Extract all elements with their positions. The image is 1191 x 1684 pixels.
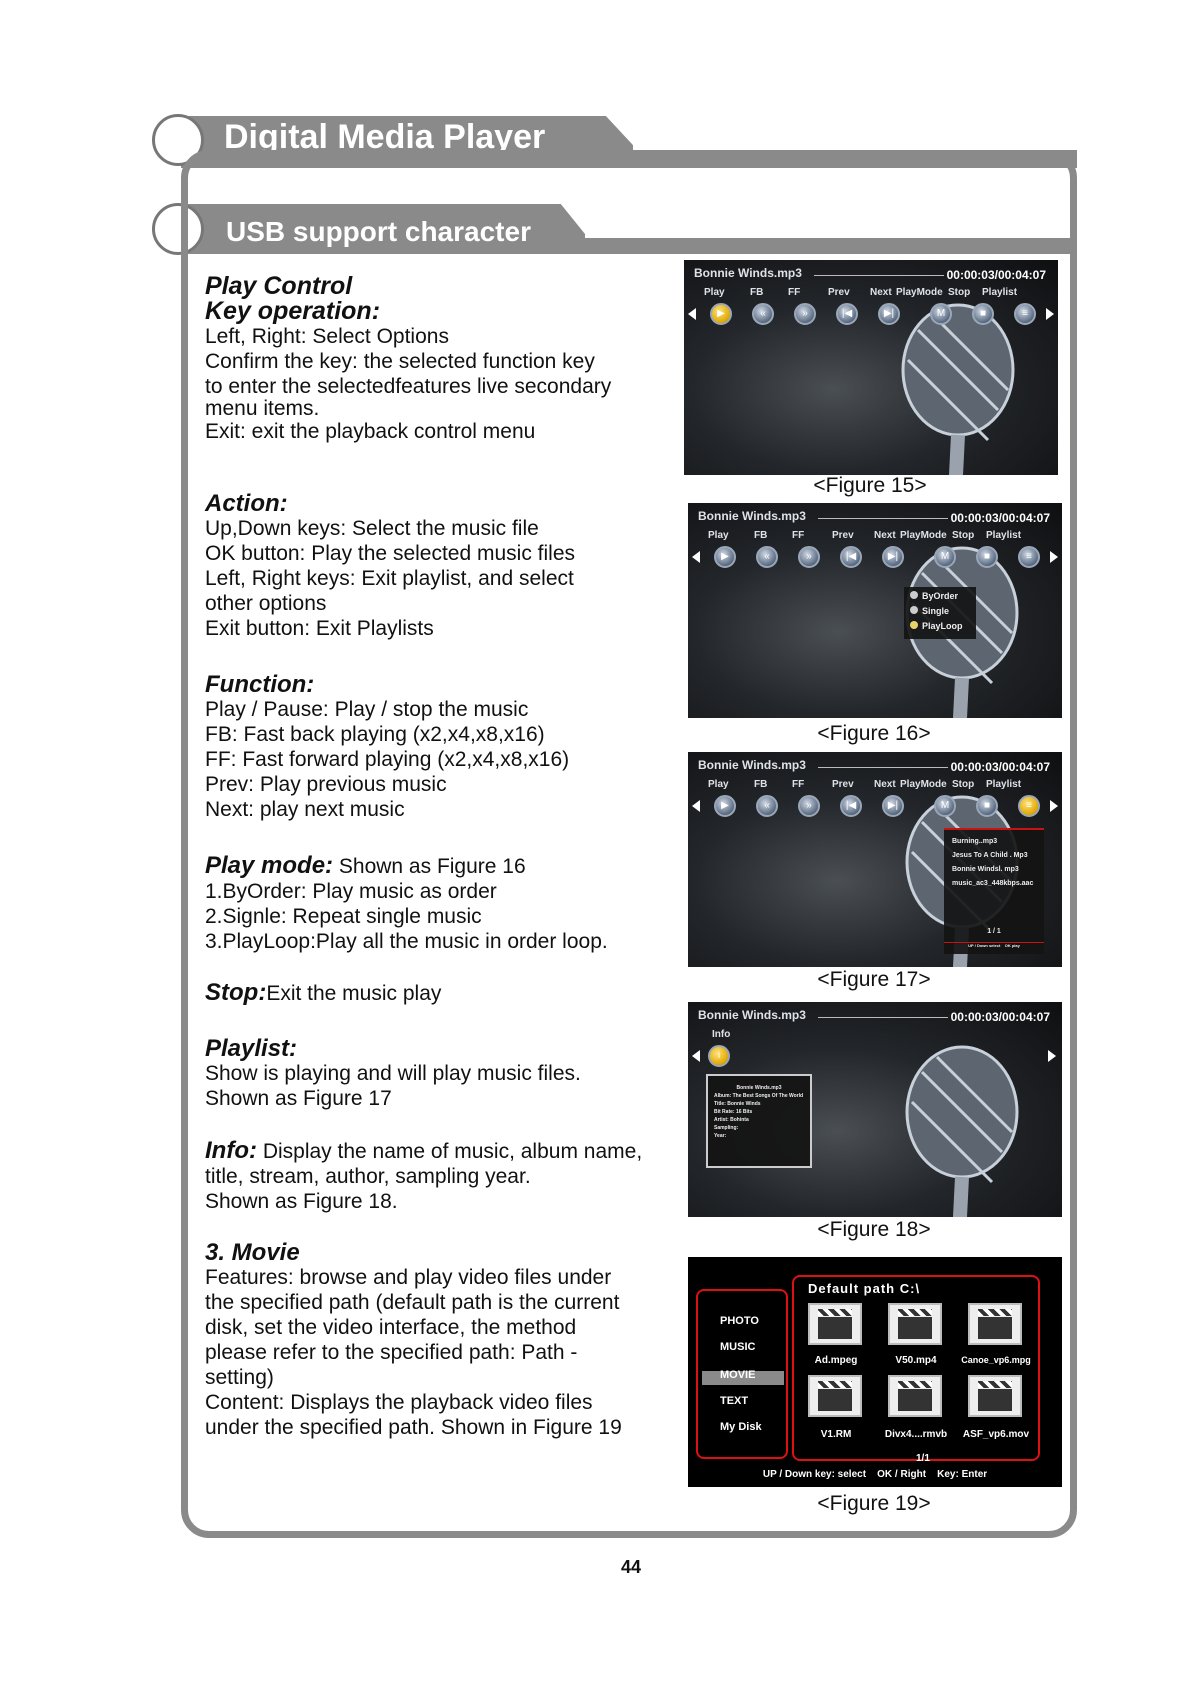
control-label: FF <box>792 779 805 790</box>
figure-19-screen <box>688 1257 1062 1487</box>
nav-photo[interactable]: PHOTO <box>720 1315 759 1327</box>
playlist-item[interactable]: Burning..mp3 <box>952 838 998 845</box>
progress-line <box>818 518 948 519</box>
info-line: Artist: Bohinta <box>714 1117 749 1123</box>
next-icon[interactable]: ▶| <box>882 795 904 817</box>
right-arrow-icon[interactable] <box>1050 800 1058 812</box>
text-line: Show is playing and will play music files. <box>205 1062 581 1085</box>
play-mode-icon[interactable]: M <box>934 546 956 568</box>
control-label: FB <box>754 779 768 790</box>
file-name: Divx4....rmvb <box>884 1429 948 1440</box>
nav-music[interactable]: MUSIC <box>720 1341 756 1353</box>
info-line: Year: <box>714 1133 727 1139</box>
track-time: 00:00:03/00:04:07 <box>950 511 1050 525</box>
control-label: Play <box>704 287 725 298</box>
track-title: Bonnie Winds.mp3 <box>694 266 802 280</box>
info-label: Info <box>712 1029 731 1040</box>
text-line: setting) <box>205 1366 274 1389</box>
playlist-icon[interactable]: ≡ <box>1018 795 1040 817</box>
clapperboard-icon <box>898 1317 932 1339</box>
control-label: Play <box>708 530 729 541</box>
text-line: FF: Fast forward playing (x2,x4,x8,x16) <box>205 748 570 771</box>
text-line: Play / Pause: Play / stop the music <box>205 698 529 721</box>
movie-thumb[interactable] <box>808 1375 862 1417</box>
control-label: Next <box>870 287 892 298</box>
figure-18-caption: <Figure 18> <box>817 1218 931 1241</box>
control-label: Play <box>708 779 729 790</box>
progress-line <box>814 275 944 276</box>
text-line: 2.Signle: Repeat single music <box>205 905 482 928</box>
section-title: USB support character <box>226 216 531 247</box>
movie-thumb[interactable] <box>888 1303 942 1345</box>
figure-16-caption: <Figure 16> <box>817 722 931 745</box>
clapperboard-icon <box>978 1317 1012 1339</box>
control-label: FF <box>788 287 801 298</box>
text-line: Shown as Figure 18. <box>205 1190 398 1213</box>
figure-16-screen <box>688 503 1062 718</box>
playlist-icon[interactable]: ≡ <box>1014 303 1036 325</box>
text-line: title, stream, author, sampling year. <box>205 1165 531 1188</box>
key-hint: UP / Down key: select OK / Right Key: Enter <box>762 1469 988 1480</box>
playlist-item[interactable]: music_ac3_448kbps.aac <box>952 880 1034 887</box>
fast-forward-icon[interactable]: » <box>794 303 816 325</box>
track-title: Bonnie Winds.mp3 <box>698 509 806 523</box>
playlist-item[interactable]: Bonnie Windsl. mp3 <box>952 866 1019 873</box>
fast-forward-icon[interactable]: » <box>798 546 820 568</box>
info-block <box>205 1138 665 1214</box>
figure-18-screen <box>688 1002 1062 1217</box>
track-time: 00:00:03/00:04:07 <box>946 268 1046 282</box>
play-mode-title: Play mode: <box>205 852 334 879</box>
text-line: under the specified path. Shown in Figure 19 <box>205 1416 622 1439</box>
text-line: menu items. <box>205 397 320 420</box>
text-line: the specified path (default path is the current <box>205 1291 620 1314</box>
clapperboard-icon <box>898 1389 932 1411</box>
stop-title: Stop: <box>205 979 267 1006</box>
play-mode-icon[interactable]: M <box>930 303 952 325</box>
control-label: Next <box>874 779 896 790</box>
control-label: Playlist <box>982 287 1018 298</box>
file-name: Ad.mpeg <box>814 1355 858 1366</box>
fast-back-icon[interactable]: « <box>756 546 778 568</box>
left-arrow-icon[interactable] <box>692 551 700 563</box>
control-label: Playlist <box>986 779 1022 790</box>
progress-line <box>818 767 948 768</box>
control-label: Prev <box>832 530 854 541</box>
control-label: FF <box>792 530 805 541</box>
play-control-title: Play Control <box>205 272 353 300</box>
control-label: Stop <box>948 287 971 298</box>
microphone-image <box>862 1042 1032 1217</box>
play-icon[interactable]: ▶ <box>714 546 736 568</box>
page-title: Digital Media Player <box>224 118 546 156</box>
figure-17-caption: <Figure 17> <box>817 968 931 991</box>
track-time: 00:00:03/00:04:07 <box>950 1010 1050 1024</box>
clapperboard-icon <box>818 1317 852 1339</box>
fast-forward-icon[interactable]: » <box>798 795 820 817</box>
control-label: PlayMode <box>900 779 947 790</box>
playlist-popup <box>944 828 1044 954</box>
key-operation-title: Key operation: <box>205 297 381 325</box>
control-label: Prev <box>832 779 854 790</box>
mode-option[interactable]: ByOrder <box>910 591 958 601</box>
playlist-hint: UP / Down select OK play <box>944 942 1044 948</box>
movie-thumb[interactable] <box>968 1303 1022 1345</box>
file-name: ASF_vp6.mov <box>962 1429 1030 1440</box>
playlist-item[interactable]: Jesus To A Child . Mp3 <box>952 852 1028 859</box>
info-line: Title: Bonnie Winds <box>714 1101 761 1107</box>
text-line: Confirm the key: the selected function key <box>205 350 595 373</box>
text-line: 3.PlayLoop:Play all the music in order loop. <box>205 930 608 953</box>
info-line: Bit Rate: 16 Bits <box>714 1109 753 1115</box>
text-line: Up,Down keys: Select the music file <box>205 517 539 540</box>
mode-option[interactable]: Single <box>910 606 949 616</box>
text-line: to enter the selectedfeatures live secondary <box>205 375 612 398</box>
info-button[interactable]: i <box>708 1045 730 1067</box>
right-arrow-icon[interactable] <box>1050 551 1058 563</box>
control-label: Stop <box>952 779 975 790</box>
text-line: FB: Fast back playing (x2,x4,x8,x16) <box>205 723 545 746</box>
info-first: Display the name of music, album name, <box>256 1140 643 1163</box>
nav-text[interactable]: TEXT <box>720 1395 749 1407</box>
prev-icon[interactable]: |◀ <box>840 546 862 568</box>
playlist-icon[interactable]: ≡ <box>1018 546 1040 568</box>
movie-block <box>205 1240 665 1440</box>
stop-icon[interactable]: ■ <box>976 546 998 568</box>
figure-17-screen <box>688 752 1062 967</box>
fast-back-icon[interactable]: « <box>752 303 774 325</box>
file-name: Canoe_vp6.mpg <box>961 1355 1031 1365</box>
figure-15-screen <box>684 260 1058 475</box>
stop-text: Exit the music play <box>266 982 442 1005</box>
function-title: Function: <box>205 671 315 698</box>
left-arrow-icon[interactable] <box>688 308 696 320</box>
play-mode-block <box>205 853 665 954</box>
action-title: Action: <box>205 490 288 517</box>
control-label: PlayMode <box>896 287 943 298</box>
text-line: Exit button: Exit Playlists <box>205 617 434 640</box>
text-line: Content: Displays the playback video files <box>205 1391 593 1414</box>
prev-icon[interactable]: |◀ <box>840 795 862 817</box>
progress-line <box>818 1017 948 1018</box>
figure-19-caption: <Figure 19> <box>817 1492 931 1515</box>
text-line: Left, Right: Select Options <box>205 325 449 348</box>
action-block <box>205 491 665 641</box>
clapperboard-icon <box>818 1389 852 1411</box>
control-label: FB <box>754 530 768 541</box>
text-line: 1.ByOrder: Play music as order <box>205 880 497 903</box>
fast-back-icon[interactable]: « <box>756 795 778 817</box>
play-mode-suffix: Shown as Figure 16 <box>333 855 526 878</box>
playlist-block <box>205 1036 665 1111</box>
text-line: Features: browse and play video files under <box>205 1266 612 1289</box>
info-title-line: Bonnie Winds.mp3 <box>736 1085 782 1091</box>
text-line: OK button: Play the selected music files <box>205 542 576 565</box>
control-label: Prev <box>828 287 850 298</box>
play-mode-icon[interactable]: M <box>934 795 956 817</box>
play-icon[interactable]: ▶ <box>714 795 736 817</box>
play-icon[interactable]: ▶ <box>710 303 732 325</box>
info-title: Info: <box>205 1137 257 1164</box>
stop-icon[interactable]: ■ <box>976 795 998 817</box>
control-label: Stop <box>952 530 975 541</box>
grid-page: 1/1 <box>916 1453 930 1464</box>
play-mode-popup <box>904 587 976 639</box>
text-line: Prev: Play previous music <box>205 773 447 796</box>
text-line: Shown as Figure 17 <box>205 1087 392 1110</box>
info-popup <box>706 1074 812 1168</box>
file-name: V50.mp4 <box>895 1355 937 1366</box>
control-label: Next <box>874 530 896 541</box>
movie-thumb[interactable] <box>968 1375 1022 1417</box>
track-time: 00:00:03/00:04:07 <box>950 760 1050 774</box>
clapperboard-icon <box>978 1389 1012 1411</box>
file-name: V1.RM <box>820 1429 852 1440</box>
info-line: Album: The Best Songs Of The World <box>714 1093 804 1099</box>
prev-icon[interactable]: |◀ <box>836 303 858 325</box>
text-line: disk, set the video interface, the method <box>205 1316 577 1339</box>
left-arrow-icon[interactable] <box>692 1050 700 1062</box>
nav-movie[interactable]: MOVIE <box>720 1369 756 1381</box>
function-block <box>205 672 665 822</box>
play-control-block <box>205 274 665 444</box>
nav-my-disk[interactable]: My Disk <box>720 1421 762 1433</box>
left-arrow-icon[interactable] <box>692 800 700 812</box>
next-icon[interactable]: ▶| <box>878 303 900 325</box>
control-label: Playlist <box>986 530 1022 541</box>
control-label: FB <box>750 287 764 298</box>
stop-block <box>205 980 665 1006</box>
movie-thumb[interactable] <box>808 1303 862 1345</box>
next-icon[interactable]: ▶| <box>882 546 904 568</box>
page-number: 44 <box>620 1557 642 1577</box>
movie-thumb[interactable] <box>888 1375 942 1417</box>
playlist-title: Playlist: <box>205 1035 298 1062</box>
text-line: Next: play next music <box>205 798 405 821</box>
microphone-image <box>858 300 1028 475</box>
stop-icon[interactable]: ■ <box>972 303 994 325</box>
track-title: Bonnie Winds.mp3 <box>698 1008 806 1022</box>
info-line: Sampling: <box>714 1125 739 1131</box>
text-line: other options <box>205 592 327 615</box>
right-arrow-icon[interactable] <box>1046 308 1054 320</box>
track-title: Bonnie Winds.mp3 <box>698 758 806 772</box>
control-label: PlayMode <box>900 530 947 541</box>
movie-title: 3. Movie <box>205 1239 300 1266</box>
mode-option[interactable]: PlayLoop <box>910 621 963 631</box>
figure-15-caption: <Figure 15> <box>813 474 927 497</box>
text-line: Exit: exit the playback control menu <box>205 420 536 443</box>
text-line: Left, Right keys: Exit playlist, and select <box>205 567 574 590</box>
right-arrow-icon[interactable] <box>1048 1050 1056 1062</box>
default-path: Default path C:\ <box>808 1281 921 1296</box>
text-line: please refer to the specified path: Path - <box>205 1341 578 1364</box>
playlist-page: 1 / 1 <box>987 928 1001 935</box>
